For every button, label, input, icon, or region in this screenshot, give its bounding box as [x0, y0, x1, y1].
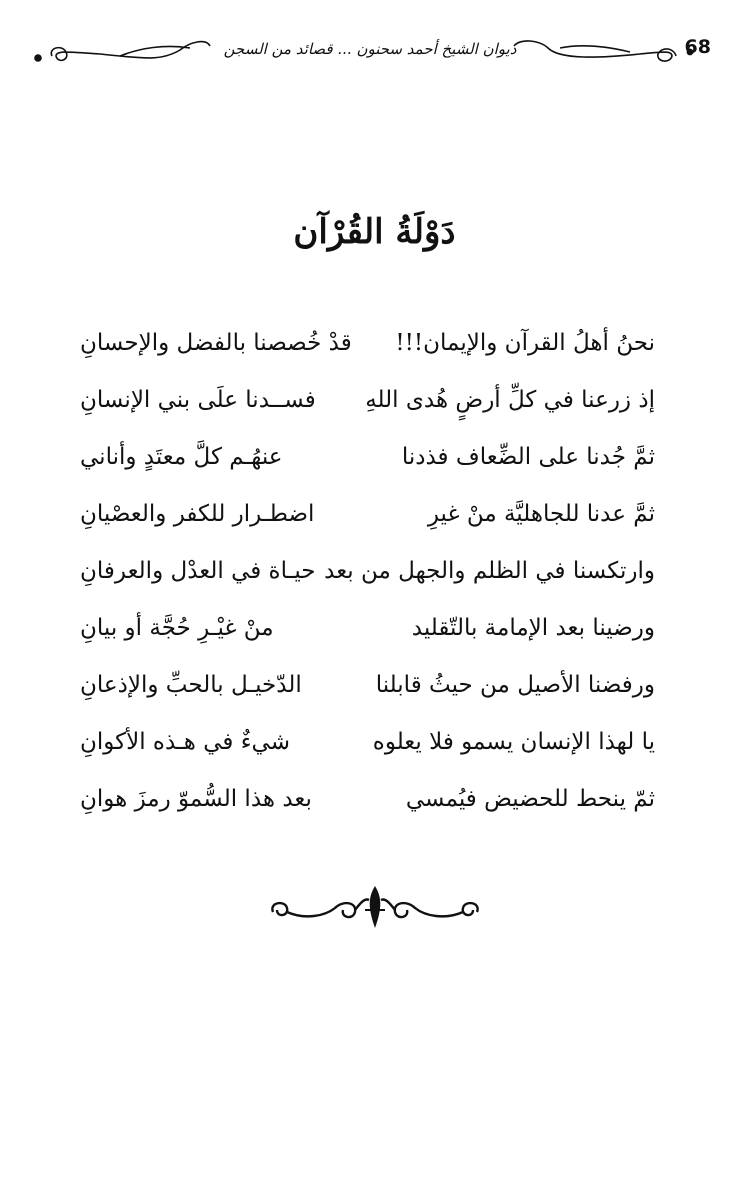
- poem-title: دَوْلَةُ القُرْآن: [293, 212, 456, 252]
- verse-first-hemistich: ثمّ ينحط للحضيض فيُمسي: [405, 786, 655, 812]
- verse-first-hemistich: وارتكسنا في الظلم والجهل من بعد: [324, 558, 655, 584]
- verse-second-hemistich: حيـاة في العدْل والعرفانِ: [80, 558, 316, 584]
- verse-line: [80, 387, 655, 435]
- verse-second-hemistich: عنهُـم كلَّ معتَدٍ وأناني: [80, 444, 283, 470]
- verse-line: [80, 444, 655, 492]
- verse-line: [80, 672, 655, 720]
- verse-first-hemistich: ورفضنا الأصيل من حيثُ قابلنا: [375, 672, 655, 698]
- verse-first-hemistich: ثمَّ جُدنا على الضِّعاف فذدنا: [401, 444, 655, 470]
- page-number: 68: [684, 36, 711, 58]
- verse-second-hemistich: فســدنا علَى بني الإنسانِ: [80, 387, 316, 413]
- verse-first-hemistich: نحنُ أهلُ القرآن والإيمان!!!: [395, 330, 655, 356]
- verse-second-hemistich: بعد هذا السُّموّ رمزَ هوانِ: [80, 786, 312, 812]
- verse-second-hemistich: شيءٌ في هـذه الأكوانِ: [80, 729, 290, 755]
- verse-first-hemistich: يا لهذا الإنسان يسمو فلا يعلوه: [372, 729, 655, 755]
- verse-second-hemistich: قدْ خُصصنا بالفضل والإحسانِ: [80, 330, 352, 356]
- verse-first-hemistich: إذ زرعنا في كلِّ أرضٍ هُدى اللهِ: [365, 387, 655, 413]
- verse-line: [80, 501, 655, 549]
- verse-line: [80, 558, 655, 606]
- verse-line: [80, 330, 655, 378]
- verse-first-hemistich: ورضينا بعد الإمامة بالتّقليد: [411, 615, 655, 641]
- tailpiece-ornament-icon: [265, 880, 485, 940]
- verse-first-hemistich: ثمَّ عدنا للجاهليَّة منْ غيرِ: [427, 501, 655, 527]
- verse-line: [80, 729, 655, 777]
- running-head: ديوان الشيخ أحمد سحنون ... قصائد من السجن: [223, 40, 517, 58]
- verse-second-hemistich: الدّخيـل بالحبِّ والإذعانِ: [80, 672, 302, 698]
- verse-line: [80, 615, 655, 663]
- verse-line: [80, 786, 655, 834]
- verse-second-hemistich: اضطـرار للكفر والعصْيانِ: [80, 501, 315, 527]
- verse-second-hemistich: منْ غيْـرِ حُجَّة أو بيانِ: [80, 615, 274, 641]
- page-header: [0, 22, 749, 84]
